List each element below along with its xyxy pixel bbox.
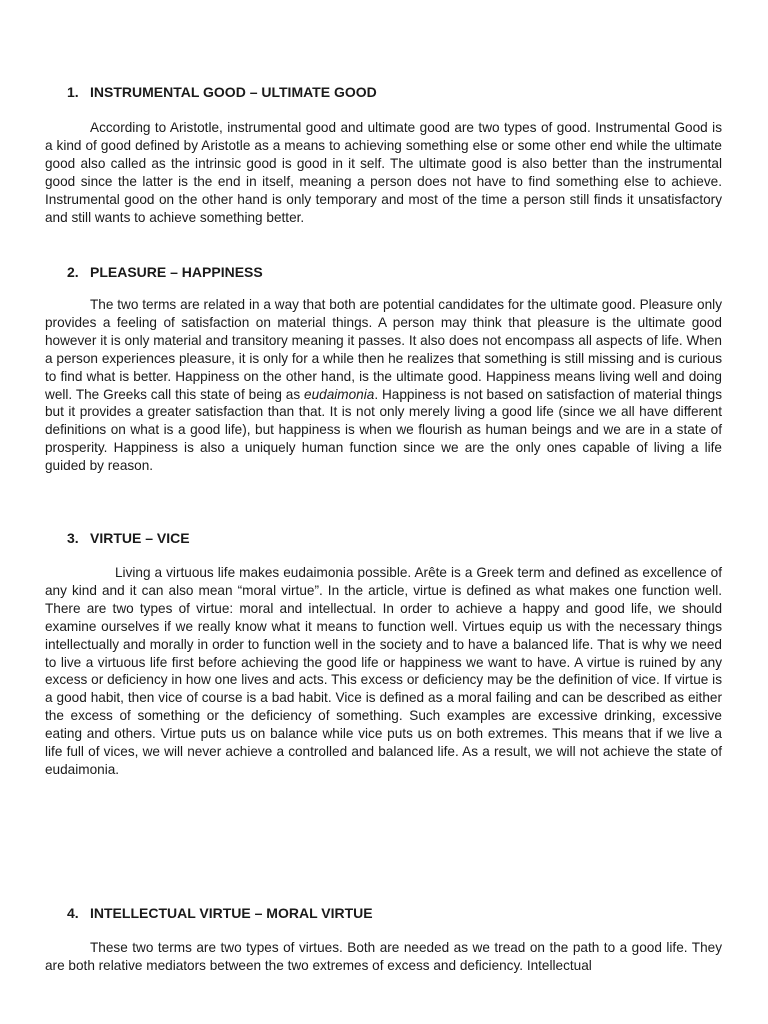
section-1-number: 1.: [67, 84, 79, 100]
section-2-text-after: . Happiness is not based on satisfaction of material things but it provides a greater satisfaction than that. It is not only merely living a good life (since we all have different definitions on what is a good life), but happiness is when we flourish as human beings and we are in a state of prosperity. Happiness is also a uniquely human function since we are the only ones capable of living a life guided by reason.: [45, 386, 722, 474]
section-1-paragraph: According to Aristotle, instrumental good and ultimate good are two types of good. Instrumental Good is a kind of good defined by Aristotle as a means to achieving something else or some other end while the ultimate good also called as the intrinsic good is good in it self. The ultimate good is also better than the instrumental good since the latter is the end in itself, meaning a person does not have to find something else to achieve. Instrumental good on the other hand is only temporary and most of the time a person still finds it unsatisfactory and still wants to achieve something better.: [45, 120, 722, 225]
section-3-heading: [67, 529, 190, 547]
section-1-heading: [67, 83, 377, 101]
section-4-heading: [67, 904, 373, 922]
section-2-title: PLEASURE – HAPPINESS: [90, 264, 263, 280]
section-2-paragraph: [45, 296, 722, 475]
section-3-number: 3.: [67, 530, 79, 546]
eudaimonia-term: eudaimonia: [304, 386, 375, 402]
section-1-title: INSTRUMENTAL GOOD – ULTIMATE GOOD: [90, 84, 377, 100]
section-2-heading: [67, 263, 263, 281]
section-2-number: 2.: [67, 264, 79, 280]
section-2-text-before: The two terms are related in a way that both are potential candidates for the ultimate good. Pleasure only provides a feeling of satisfaction on material things. A person may think that pleasure is the ultimate good however it is only material and transitory meaning it passes. It also does not encompass all aspects of life. When a person experiences pleasure, it is only for a while then he realizes that something is still missing and is curious to find what is better. Happiness on the other hand, is the ultimate good. Happiness means living well and doing well. The Greeks call this state of being as: [45, 297, 722, 402]
section-3-paragraph: Living a virtuous life makes eudaimonia possible. Arête is a Greek term and defined as excellence of any kind and it can also mean “moral virtue”. In the article, virtue is defined as what makes one function well. There are two types of virtue: moral and intellectual. In order to achieve a happy and good life, we should examine ourselves if we really know what it means to function well. Virtues equip us with the necessary things intellectually and morally in order to function well in the society and to have a balanced life. That is why we need to live a virtuous life first before achieving the good life or happiness we want to have. A virtue is ruined by any excess or deficiency in how one lives and acts. This excess or deficiency may be the definition of vice. If virtue is a good habit, then vice of course is a bad habit. Vice is defined as a moral failing and can be described as either the excess of something or the deficiency of something. Such examples are excessive drinking, excessive eating and others. Virtue puts us on balance while vice puts us on both extremes. This means that if we live a life full of vices, we will never achieve a controlled and balanced life. As a result, we will not achieve the state of eudaimonia.: [45, 565, 722, 777]
section-4-number: 4.: [67, 905, 79, 921]
section-3-title: VIRTUE – VICE: [90, 530, 190, 546]
section-4-paragraph: These two terms are two types of virtues. Both are needed as we tread on the path to a good life. They are both relative mediators between the two extremes of excess and deficiency. Intellectual: [45, 940, 722, 973]
section-4-title: INTELLECTUAL VIRTUE – MORAL VIRTUE: [90, 905, 373, 921]
